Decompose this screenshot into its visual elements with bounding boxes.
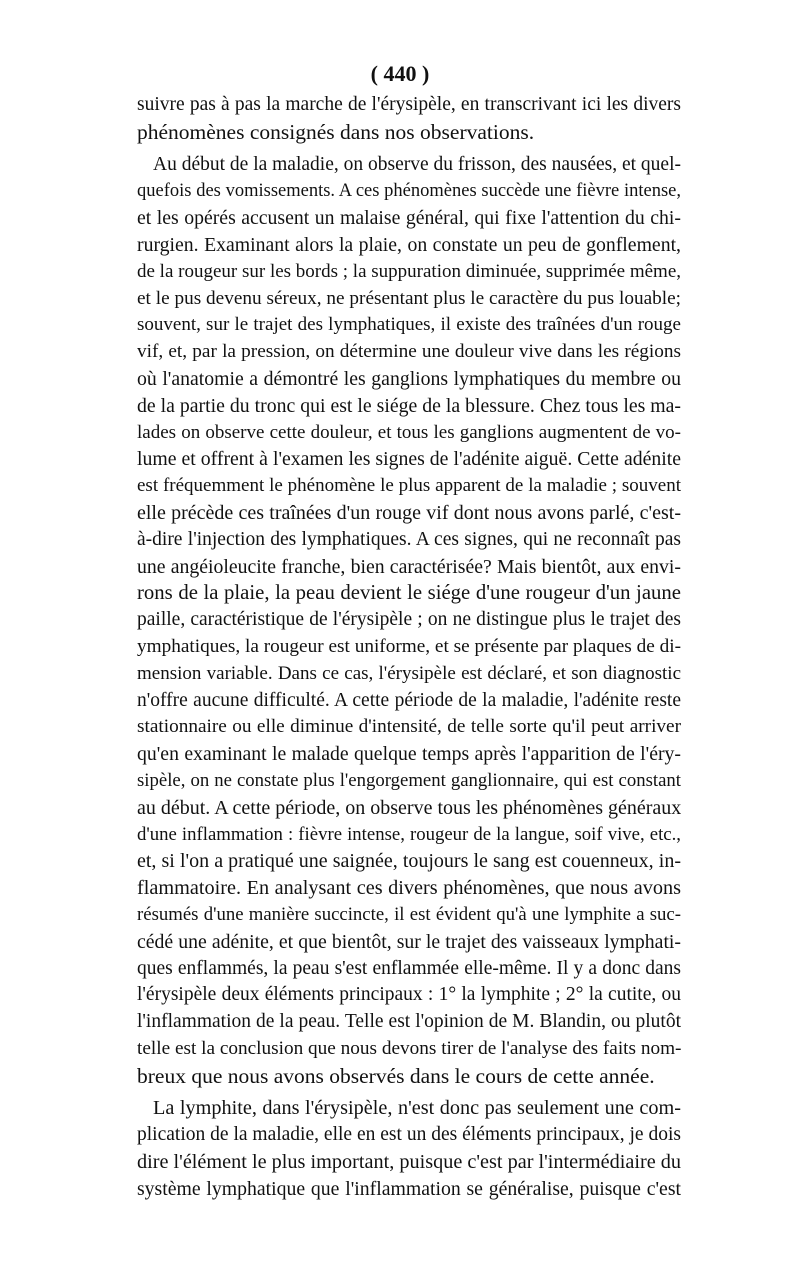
text-line: ymphatiques, la rougeur est uniforme, et se présente par plaques de di- [137,635,681,657]
text-line: flammatoire. En analysant ces divers phénomènes, que nous avons [137,877,681,900]
text-line: dire l'élément le plus important, puisque c'est par l'intermédiaire du [137,1151,682,1174]
text-line: mension variable. Dans ce cas, l'érysipèle est déclaré, et son diagnostic [137,662,681,684]
text-line: l'inflammation de la peau. Telle est l'opinion de M. Blandin, ou plutôt [137,1011,681,1033]
paragraph [137,1095,681,1202]
text-line: cédé une adénite, et que bientôt, sur le trajet des vaisseaux lymphati- [137,930,681,953]
paragraph [137,92,681,146]
text-line: breux que nous avons observés dans le cours de cette année. [137,1063,655,1088]
text-line: sipèle, on ne constate plus l'engorgement ganglionnaire, qui est constant [137,769,681,791]
text-line: une angéioleucite franche, bien caractérisée? Mais bientôt, aux envi- [137,555,681,578]
text-line: stationnaire ou elle diminue d'intensité, de telle sorte qu'il peut arriver [137,716,681,738]
text-line: d'une inflammation : fièvre intense, rougeur de la langue, soif vive, etc., [137,823,681,845]
text-line: et les opérés accusent un malaise général, qui fixe l'attention du chi- [137,207,681,230]
text-line: vif, et, par la pression, on détermine une douleur vive dans les régions [137,341,681,363]
text-line: ques enflammés, la peau s'est enflammée elle-même. Il y a donc dans [137,957,681,979]
text-line: rurgien. Examinant alors la plaie, on constate un peu de gonflement, [137,233,681,256]
text-line: La lymphite, dans l'érysipèle, n'est donc pas seulement une com- [153,1097,681,1120]
text-line: souvent, sur le trajet des lymphatiques, il existe des traînées d'un rouge [137,314,681,336]
text-line: résumés d'une manière succincte, il est évident qu'à une lymphite a suc- [137,903,681,925]
text-line: de la partie du tronc qui est le siége de la blessure. Chez tous les ma- [137,394,681,417]
paragraph [137,152,681,1090]
text-line: elle précède ces traînées d'un rouge vif dont nous avons parlé, c'est- [137,501,681,524]
text-line: système lymphatique que l'inflammation se généralise, puisque c'est [137,1177,681,1200]
text-line: de la rougeur sur les bords ; la suppuration diminuée, supprimée même, [137,260,682,282]
text-line: lume et offrent à l'examen les signes de l'adénite aiguë. Cette adénite [137,448,681,471]
text-line: l'érysipèle deux éléments principaux : 1° la lymphite ; 2° la cutite, ou [137,984,681,1006]
text-line: paille, caractéristique de l'érysipèle ; on ne distingue plus le trajet des [137,609,681,631]
body-text [137,92,681,1203]
text-line: quefois des vomissements. A ces phénomènes succède une fièvre intense, [137,181,681,202]
text-line: lades on observe cette douleur, et tous les ganglions augmentent de vo- [137,421,681,443]
text-line: où l'anatomie a démontré les ganglions lymphatiques du membre ou [137,367,681,390]
text-line: à-dire l'injection des lymphatiques. A ces signes, qui ne reconnaît pas [137,528,681,550]
text-line: rons de la plaie, la peau devient le siége d'une rougeur d'un jaune [137,582,681,605]
text-line: n'offre aucune difficulté. A cette période de la maladie, l'adénite reste [137,689,681,711]
text-line: telle est la conclusion que nous devons tirer de l'analyse des faits nom- [137,1037,682,1059]
page-number: ( 440 ) [370,61,430,86]
text-line: suivre pas à pas la marche de l'érysipèle, en transcrivant ici les divers [137,94,681,115]
text-line: est fréquemment le phénomène le plus apparent de la maladie ; souvent [137,475,681,497]
text-line: Au début de la maladie, on observe du frisson, des nausées, et quel- [153,153,681,175]
text-line: phénomènes consignés dans nos observations. [137,119,535,144]
text-line: qu'en examinant le malade quelque temps après l'apparition de l'éry- [137,743,681,766]
text-line: au début. A cette période, on observe tous les phénomènes généraux [137,796,682,819]
text-line: plication de la maladie, elle en est un des éléments principaux, je dois [137,1124,681,1146]
text-line: et le pus devenu séreux, ne présentant plus le caractère du pus louable; [137,287,681,309]
text-line: et, si l'on a pratiqué une saignée, toujours le sang est couenneux, in- [137,850,681,873]
